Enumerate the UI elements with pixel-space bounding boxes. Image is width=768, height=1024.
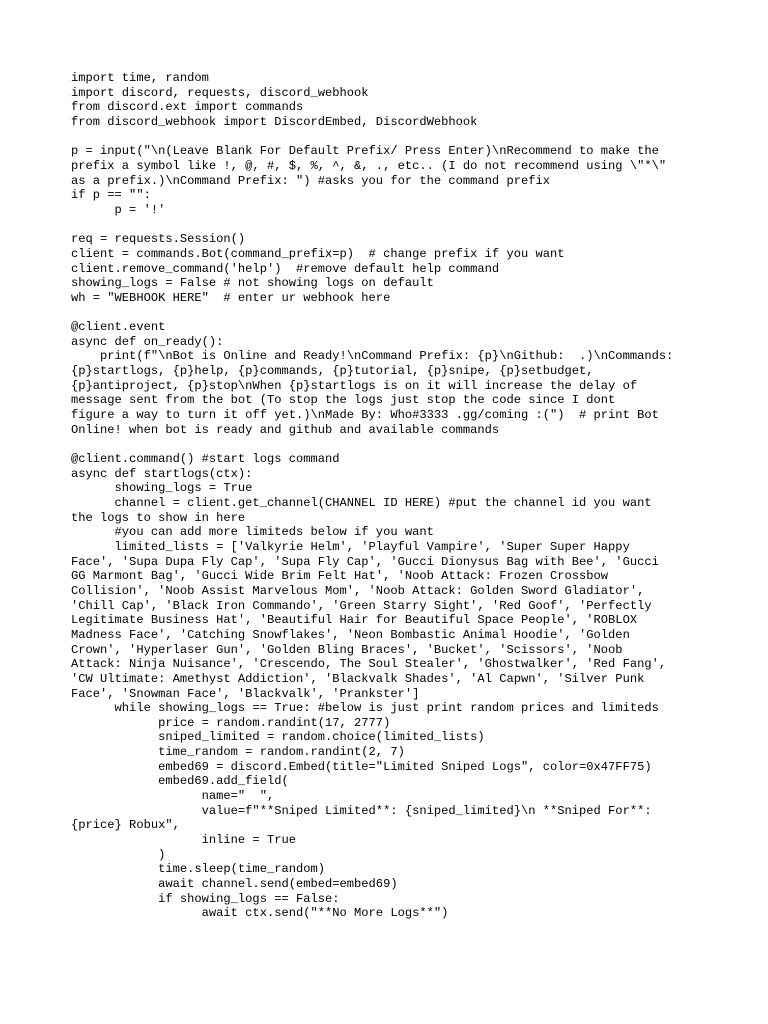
code-line: #you can add more limiteds below if you want (71, 525, 434, 540)
code-line: @client.event (71, 320, 166, 335)
code-line: 'CW Ultimate: Amethyst Addiction', 'Blackvalk Shades', 'Al Capwn', 'Silver Punk (71, 671, 645, 686)
code-line: limited_lists = ['Valkyrie Helm', 'Playful Vampire', 'Super Super Happy (71, 539, 630, 554)
code-line: channel = client.get_channel(CHANNEL ID HERE) #put the channel id you want (71, 495, 652, 510)
code-line: req = requests.Session() (71, 232, 246, 247)
code-line: {p}startlogs, {p}help, {p}commands, {p}tutorial, {p}snipe, {p}setbudget, (71, 364, 594, 379)
code-line: time.sleep(time_random) (71, 862, 326, 877)
code-line: Crown', 'Hyperlaser Gun', 'Golden Bling Braces', 'Bucket', 'Scissors', 'Noob (71, 642, 623, 657)
code-line: GG Marmont Bag', 'Gucci Wide Brim Felt Hat', 'Noob Attack: Frozen Crossbow (71, 569, 609, 584)
code-line: print(f"\nBot is Online and Ready!\nCommand Prefix: {p}\nGithub: .)\nCommands: (71, 349, 674, 364)
code-line: showing_logs = False # not showing logs on default (71, 276, 434, 291)
blank-line (71, 437, 711, 452)
code-line: Face', 'Supa Dupa Fly Cap', 'Supa Fly Cap', 'Gucci Dionysus Bag with Bee', 'Gucci (71, 554, 659, 569)
code-line: async def startlogs(ctx): (71, 466, 253, 481)
code-line: wh = "WEBHOOK HERE" # enter ur webhook here (71, 290, 391, 305)
code-line: Online! when bot is ready and github and available commands (71, 422, 500, 437)
blank-line (71, 305, 711, 320)
code-line: embed69 = discord.Embed(title="Limited Sniped Logs", color=0x47FF75) (71, 759, 652, 774)
code-line: client = commands.Bot(command_prefix=p) # change prefix if you want (71, 246, 565, 261)
code-line: time_random = random.randint(2, 7) (71, 745, 405, 760)
code-line: client.remove_command('help') #remove default help command (71, 261, 500, 276)
code-line: value=f"**Sniped Limited**: {sniped_limited}\n **Sniped For**: (71, 803, 652, 818)
code-line: if p == "": (71, 188, 151, 203)
code-line: import discord, requests, discord_webhook (71, 85, 369, 100)
code-line: ) (71, 847, 166, 862)
code-line: Madness Face', 'Catching Snowflakes', 'Neon Bombastic Animal Hoodie', 'Golden (71, 627, 630, 642)
code-line: p = '!' (71, 202, 166, 217)
code-line: @client.command() #start logs command (71, 452, 340, 466)
blank-line (71, 130, 711, 145)
blank-line (71, 218, 711, 233)
code-line: message sent from the bot (To stop the logs just stop the code since I dont (71, 393, 616, 408)
code-line: {p}antiproject, {p}stop\nWhen {p}startlogs is on it will increase the delay of (71, 378, 638, 393)
code-line: as a prefix.)\nCommand Prefix: ") #asks you for the command prefix (71, 173, 550, 188)
code-line: from discord.ext import commands (71, 100, 304, 115)
code-line: Collision', 'Noob Assist Marvelous Mom', 'Noob Attack: Golden Sword Gladiator', (71, 583, 645, 598)
code-line: embed69.add_field( (71, 774, 289, 789)
code-line: Attack: Ninja Nuisance', 'Crescendo, The Soul Stealer', 'Ghostwalker', 'Red Fang', (71, 657, 667, 672)
code-line: showing_logs = True (71, 481, 253, 496)
document-page (71, 71, 711, 921)
code-line: name=" ", (71, 789, 275, 804)
code-line: sniped_limited = random.choice(limited_lists) (71, 730, 485, 745)
code-line: the logs to show in here (71, 510, 246, 525)
code-line: if showing_logs == False: (71, 891, 340, 906)
code-line: from discord_webhook import DiscordEmbed, DiscordWebhook (71, 114, 478, 129)
code-line: Legitimate Business Hat', 'Beautiful Hair for Beautiful Space People', 'ROBLOX (71, 613, 638, 628)
code-line: {price} Robux", (71, 818, 180, 833)
code-line: 'Chill Cap', 'Black Iron Commando', 'Green Starry Sight', 'Red Goof', 'Perfectly (71, 598, 652, 613)
code-line: price = random.randint(17, 2777) (71, 715, 391, 730)
code-line: figure a way to turn it off yet.)\nMade By: Who#3333 .gg/coming :(") # print Bot (71, 408, 659, 423)
code-line: await channel.send(embed=embed69) (71, 877, 398, 892)
code-line: async def on_ready(): (71, 334, 224, 349)
code-line: while showing_logs == True: #below is just print random prices and limiteds (71, 701, 659, 716)
code-line: import time, random (71, 71, 209, 85)
code-line: inline = True (71, 833, 296, 848)
code-line: p = input("\n(Leave Blank For Default Prefix/ Press Enter)\nRecommend to make the (71, 144, 659, 159)
code-line: await ctx.send("**No More Logs**") (71, 906, 449, 921)
code-line: prefix a symbol like !, @, #, $, %, ^, &, ., etc.. (I do not recommend using \"*\" (71, 158, 667, 173)
code-line: Face', 'Snowman Face', 'Blackvalk', 'Prankster'] (71, 686, 420, 701)
code-block (71, 71, 711, 921)
